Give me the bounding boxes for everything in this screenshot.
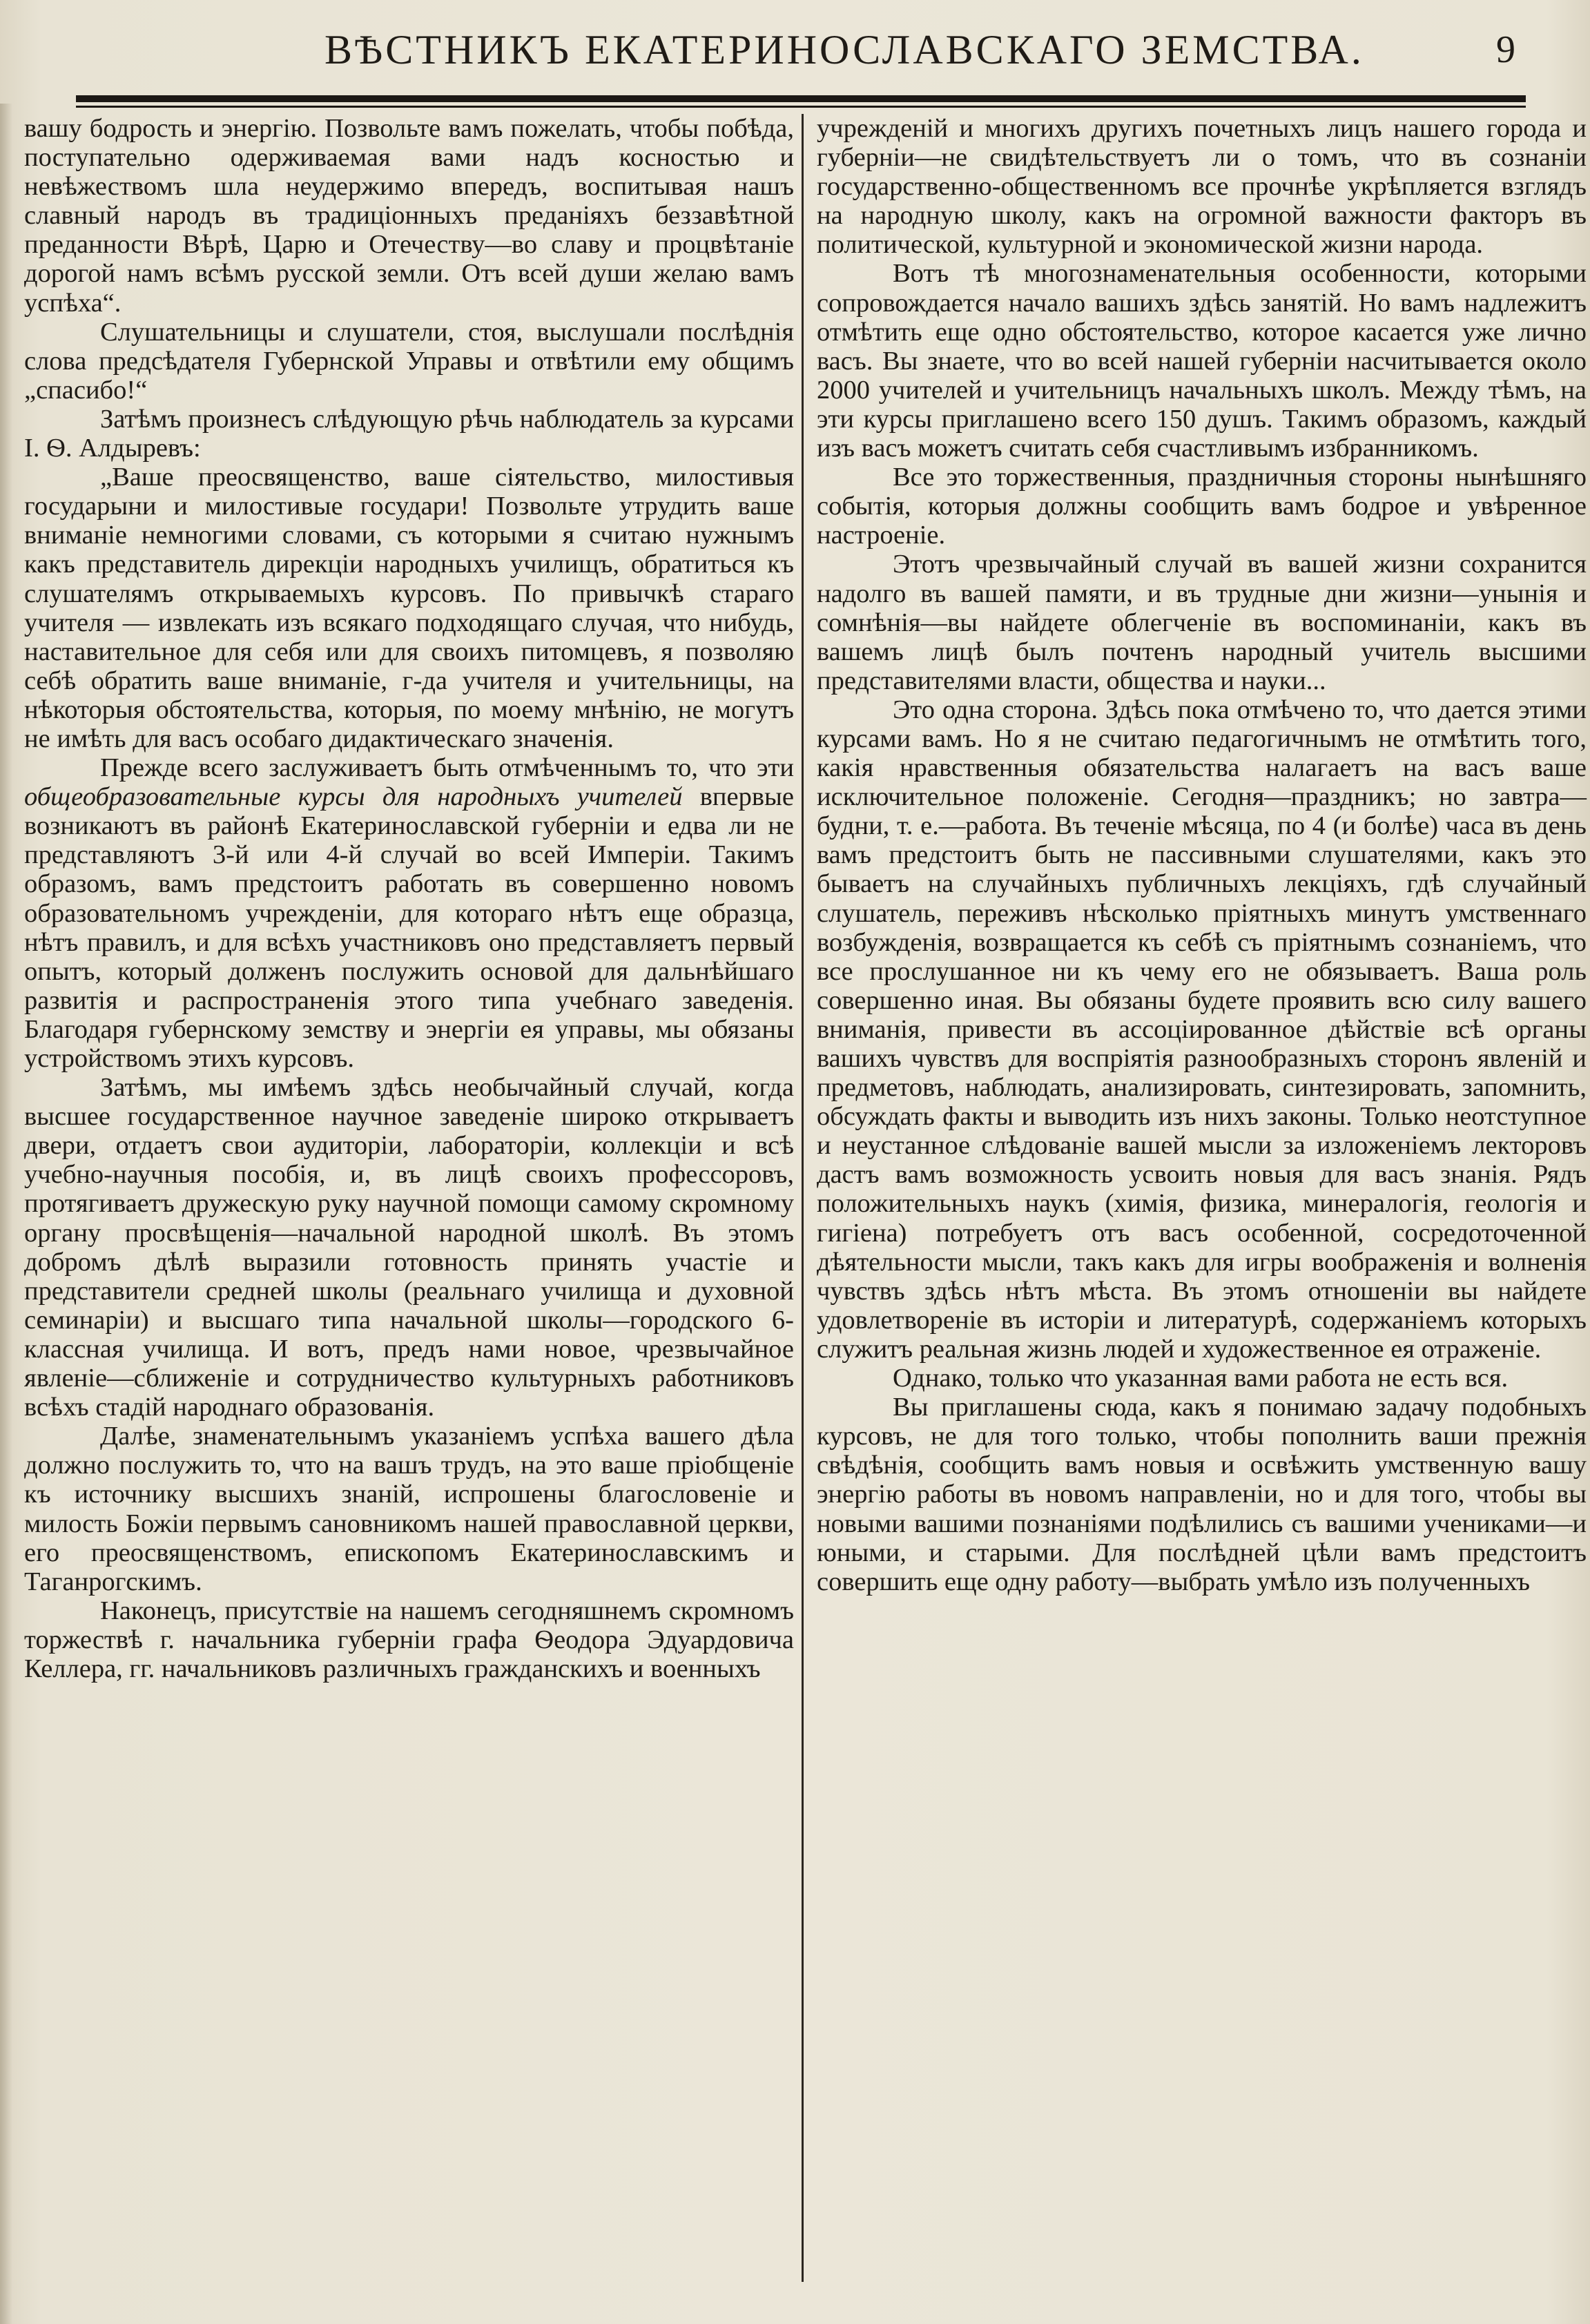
paragraph: Это одна сторона. Здѣсь пока отмѣчено то, что дается этими курсами вамъ. Но я не считаю педагогичнымъ не отмѣтить того, какія нравственныя обязательства налагаетъ на васъ ваше исключительное положеніе. Сегодня—праздникъ; но завтра—будни, т. е.—работа. Въ теченіе мѣсяца, по 4 (и болѣе) часа въ день вамъ предстоитъ быть не пассивными слушателями, какъ это бываетъ на случайныхъ публичныхъ лекціяхъ, гдѣ случайный слушатель, переживъ нѣсколько пріятныхъ минутъ умственнаго возбужденія, возвращается къ себѣ съ пріятнымъ сознаніемъ, что все прослушанное ни къ чему его не обязываетъ. Ваша роль совершенно иная. Вы обязаны будете проявить всю силу вашего вниманія, привести въ ассоціированное дѣйствіе всѣ органы вашихъ чувствъ для воспріятія разнообразныхъ сторонъ явленій и предметовъ, наблюдать, анализировать, синтезировать, запомнить, обсуждать факты и выводить изъ нихъ законы. Только неотступное и неустанное слѣдованіе вашей мысли за изложеніемъ лекторовъ дастъ вамъ возможность усвоить новыя для васъ знанія. Рядъ положительныхъ наукъ (химія, физика, минералогія, геологія и гигіена) потребуетъ отъ васъ особенной, сосредоточенной дѣятельности мысли, такъ какъ для игры воображенія и волненія чувствъ здѣсь нѣтъ мѣста. Въ этомъ отношеніи вы найдете удовлетвореніе въ исторіи и литературѣ, содержаніемъ которыхъ служитъ реальная жизнь людей и художественное ея отраженіе. [817, 695, 1587, 1364]
paragraph: Затѣмъ произнесъ слѣдующую рѣчь наблюдатель за курсами I. Ѳ. Алдыревъ: [24, 404, 794, 463]
text-columns [14, 114, 1587, 2310]
paragraph: Далѣе, знаменательнымъ указаніемъ успѣха вашего дѣла должно послужить то, что на вашъ трудъ, на это ваше пріобщеніе къ источнику высшихъ знаній, испрошены благословеніе и милость Божіи первымъ сановникомъ нашей православной церкви, его преосвященствомъ, епископомъ Екатеринославскимъ и Таганрогскимъ. [24, 1422, 794, 1596]
paragraph: Слушательницы и слушатели, стоя, выслушали послѣднія слова предсѣдателя Губернской Управы и отвѣтили ему общимъ „спасибо!“ [24, 317, 794, 405]
paragraph: учрежденій и многихъ другихъ почетныхъ лицъ нашего города и губерніи—не свидѣтельствуетъ ли о томъ, что въ сознаніи государственно-общественномъ все прочнѣе укрѣпляется взглядъ на народную школу, какъ на огромной важности факторъ въ политической, культурной и экономической жизни народа. [817, 114, 1587, 260]
paragraph: Вотъ тѣ многознаменательныя особенности, которыми сопровождается начало вашихъ здѣсь занятій. Но вамъ надлежитъ отмѣтить еще одно обстоятельство, которое касается уже лично васъ. Вы знаете, что во всей нашей губерніи насчитывается около 2000 учителей и учительницъ начальныхъ школъ. Между тѣмъ, на эти курсы приглашено всего 150 душъ. Такимъ образомъ, каждый изъ васъ можетъ считать себя счастливымъ избранникомъ. [817, 259, 1587, 463]
page-header [62, 21, 1533, 97]
text-run: Прежде всего заслуживаетъ быть отмѣченнымъ то, что эти [100, 753, 794, 783]
column-divider [802, 114, 804, 2282]
paragraph: Вы приглашены сюда, какъ я понимаю задачу подобныхъ курсовъ, не для того только, чтобы пополнить ваши прежнія свѣдѣнія, сообщить вамъ новыя и освѣжить умственную вашу энергію работы въ новомъ направленіи, но и для того, чтобы вы новыми вашими познаніями подѣлились съ вашими учениками—и юными, и старыми. Для послѣдней цѣли вамъ предстоитъ совершить еще одну работу—выбрать умѣло изъ полученныхъ [817, 1393, 1587, 1596]
paragraph: вашу бодрость и энергію. Позвольте вамъ пожелать, чтобы побѣда, поступательно одерживаемая вами надъ косностью и невѣжествомъ шла неудержимо впередъ, воспитывая нашъ славный народъ въ традиціонныхъ преданіяхъ беззавѣтной преданности Вѣрѣ, Царю и Отечеству—во славу и процвѣтаніе дорогой намъ всѣмъ русской земли. Отъ всей души желаю вамъ успѣха“. [24, 114, 794, 318]
paragraph: Все это торжественныя, праздничныя стороны нынѣшняго событія, которыя должны сообщить вамъ бодрое и увѣренное настроеніе. [817, 463, 1587, 550]
header-rule-thin [76, 106, 1526, 108]
paragraph [24, 753, 794, 1073]
right-column [817, 114, 1587, 1596]
header-rule-thick [76, 95, 1526, 102]
paragraph: Однако, только что указанная вами работа не есть вся. [893, 1364, 1509, 1393]
italic-emphasis: общеобразовательные курсы для народныхъ учителей [24, 782, 683, 812]
paragraph: Наконецъ, присутствіе на нашемъ сегодняшнемъ скромномъ торжествѣ г. начальника губерніи графа Ѳеодора Эдуардовича Келлера, гг. начальниковъ различныхъ гражданскихъ и военныхъ [24, 1596, 794, 1683]
paragraph: Этотъ чрезвычайный случай въ вашей жизни сохранится надолго въ вашей памяти, и въ трудные дни жизни—унынія и сомнѣнія—вы найдете облегченіе въ воспоминаніи, какъ въ вашемъ лицѣ былъ почтенъ народный учитель высшими представителями власти, общества и науки... [817, 550, 1587, 695]
page-number: 9 [1496, 28, 1515, 71]
running-title: ВѢСТНИКЪ ЕКАТЕРИНОСЛАВСКАГО ЗЕМСТВА. [324, 27, 1364, 72]
paragraph: Затѣмъ, мы имѣемъ здѣсь необычайный случай, когда высшее государственное научное заведеніе широко открываетъ двери, отдаетъ свои аудиторіи, лабораторіи, коллекціи и всѣ учебно-научныя пособія, и, въ лицѣ своихъ профессоровъ, протягиваетъ дружескую руку научной помощи самому скромному органу просвѣщенія—начальной народной школѣ. Въ этомъ добромъ дѣлѣ выразили готовность принять участіе и представители средней школы (реальнаго училища и духовной семинаріи) и высшаго типа начальной школы—городского 6-классная училища. И вотъ, предъ нами новое, чрезвычайное явленіе—сближеніе и сотрудничество культурныхъ работниковъ всѣхъ стадій народнаго образованія. [24, 1073, 794, 1422]
paragraph: „Ваше преосвященство, ваше сіятельство, милостивыя государыни и милостивые государи! Позвольте утрудить ваше вниманіе немногими словами, съ которыми я считаю нужнымъ какъ представитель дирекціи народныхъ училищъ, обратиться къ слушателямъ открываемыхъ курсовъ. По привычкѣ стараго учителя — извлекать изъ всякаго подходящаго случая, что нибудь, наставительное для себя или для своихъ питомцевъ, я позволяю себѣ обратить ваше вниманіе, г-да учителя и учительницы, на нѣкоторыя обстоятельства, которыя, по моему мнѣнію, не могутъ не имѣть для васъ особаго дидактическаго значенія. [24, 463, 794, 753]
text-run: впервые возникаютъ въ районѣ Екатеринославской губерніи и едва ли не представляютъ 3-й или 4-й случай во всей Имперіи. Такимъ образомъ, вамъ предстоитъ работать въ совершенно новомъ образовательномъ учрежденіи, для котораго нѣтъ еще образца, нѣтъ правилъ, и для всѣхъ участниковъ оно представляетъ первый опытъ, который долженъ послужить основой для дальнѣйшаго развитія и распространенія этого типа учебнаго заведенія. Благодаря губернскому земству и энергіи ея управы, мы обязаны устройствомъ этихъ курсовъ. [24, 782, 795, 1073]
left-column [24, 114, 794, 1683]
page-edge-shadow [0, 104, 12, 2324]
